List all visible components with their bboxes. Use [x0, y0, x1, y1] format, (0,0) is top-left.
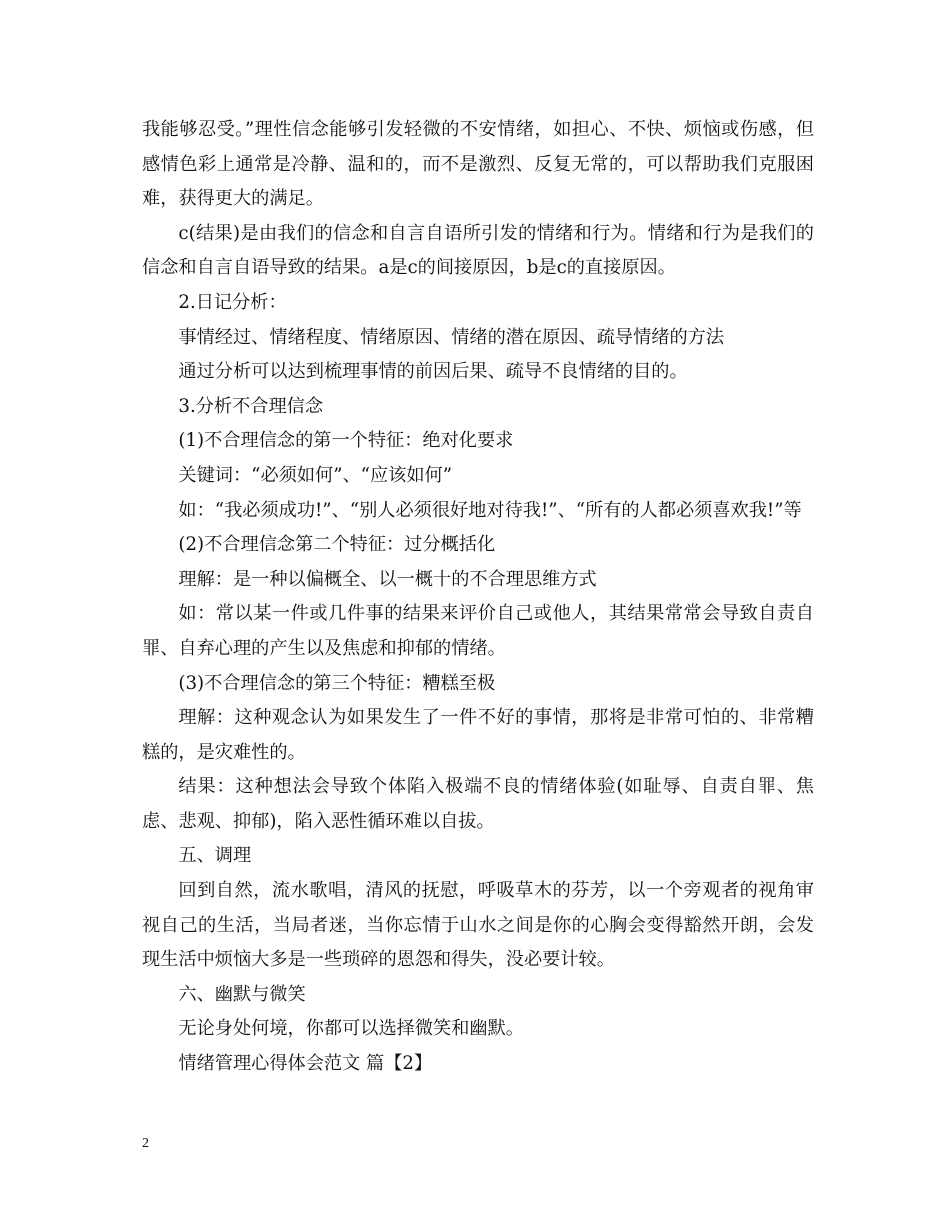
paragraph: 理解：是一种以偏概全、以一概十的不合理思维方式	[178, 568, 597, 590]
page-number: 2	[142, 1136, 149, 1151]
paragraph: c(结果)是由我们的信念和自言自语所引发的情绪和行为。情绪和行为是我们的信念和自言自语导致的结果。a是c的间接原因，b是c的直接原因。	[142, 222, 814, 279]
paragraph: 我能够忍受。”理性信念能够引发轻微的不安情绪，如担心、不快、烦恼或伤感，但感情色彩上通常是冷静、温和的，而不是激烈、反复无常的，可以帮助我们克服困难，获得更大的满足。	[142, 119, 814, 210]
paragraph: 关键词：“必须如何”、“应该如何”	[178, 464, 453, 486]
section-heading: 2.日记分析：	[178, 291, 287, 313]
section-heading: 五、调理	[178, 845, 252, 867]
section-heading: 六、幽默与微笑	[178, 983, 306, 1005]
paragraph: 理解：这种观念认为如果发生了一件不好的事情，那将是非常可怕的、非常糟糕的，是灾难性的。	[142, 707, 814, 763]
paragraph: 通过分析可以达到梳理事情的前因后果、疏导不良情绪的目的。	[178, 361, 688, 383]
paragraph: 结果：这种想法会导致个体陷入极端不良的情绪体验(如耻辱、自责自罪、焦虑、悲观、抑郁)，陷入恶性循环难以自拔。	[142, 776, 814, 832]
subsection-heading: (3)不合理信念的第三个特征：糟糕至极	[178, 672, 496, 694]
article-title: 情绪管理心得体会范文 篇【2】	[178, 1053, 433, 1075]
paragraph: 无论身处何境，你都可以选择微笑和幽默。	[178, 1018, 524, 1040]
paragraph: 事情经过、情绪程度、情绪原因、情绪的潜在原因、疏导情绪的方法	[178, 326, 725, 348]
paragraph: 回到自然，流水歌唱，清风的抚慰，呼吸草木的芬芳，以一个旁观者的视角审视自己的生活，当局者迷，当你忘情于山水之间是你的心胸会变得豁然开朗，会发现生活中烦恼大多是一些琐碎的恩怨和得失，没必要计较。	[142, 880, 814, 971]
section-heading: 3.分析不合理信念	[178, 395, 324, 417]
subsection-heading: (2)不合理信念第二个特征：过分概括化	[178, 534, 496, 556]
document-body	[142, 113, 814, 1082]
subsection-heading: (1)不合理信念的第一个特征：绝对化要求	[178, 430, 514, 452]
paragraph: 如：常以某一件或几件事的结果来评价自己或他人，其结果常常会导致自责自罪、自弃心理的产生以及焦虑和抑郁的情绪。	[142, 603, 814, 659]
paragraph: 如：“我必须成功!”、“别人必须很好地对待我!”、“所有的人都必须喜欢我!”等	[178, 499, 802, 521]
